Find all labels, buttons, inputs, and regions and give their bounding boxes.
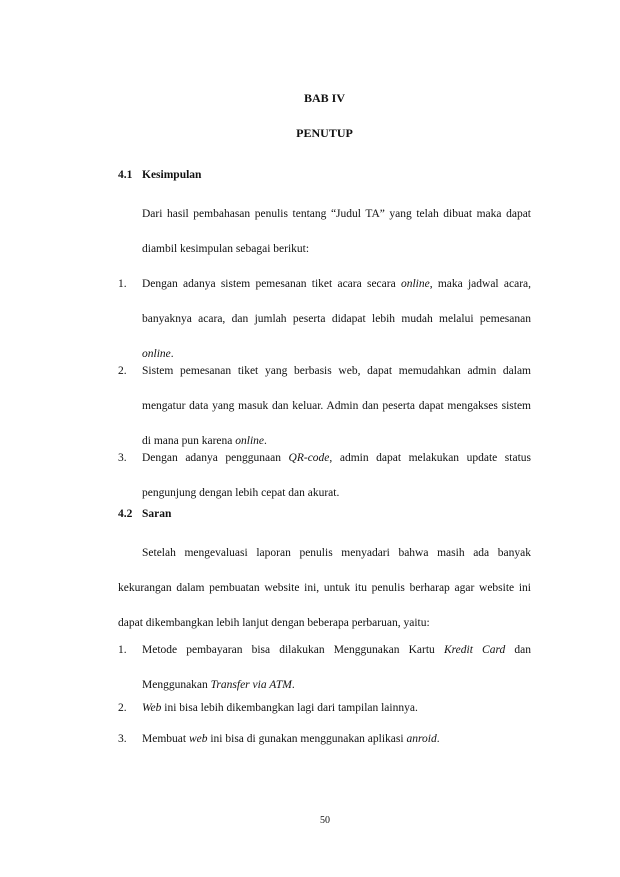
chapter-title: PENUTUP xyxy=(296,126,353,140)
list-text: Dengan adanya sistem pemesanan tiket acara secara online, maka jadwal acara, banyaknya acara, dan jumlah peserta didapat lebih mudah melalui pemesanan online. xyxy=(142,278,531,360)
list-number: 2. xyxy=(118,702,127,714)
list-number: 3. xyxy=(118,733,127,745)
list-text: Dengan adanya penggunaan QR-code, admin dapat melakukan update status pengunjung dengan lebih cepat dan akurat. xyxy=(142,452,532,499)
page-number: 50 xyxy=(320,815,330,826)
list-item xyxy=(118,441,531,511)
list-item xyxy=(118,722,531,757)
list-text: Sistem pemesanan tiket yang berbasis web, dapat memudahkan admin dalam mengatur data yang masuk dan keluar. Admin dan peserta dapat mengakses sistem di mana pun karena online. xyxy=(142,365,531,447)
list-item xyxy=(118,691,531,726)
list-text: Web ini bisa lebih dikembangkan lagi dari tampilan lainnya. xyxy=(142,702,418,714)
section-heading-kesimpulan xyxy=(118,169,201,181)
section-number: 4.1 xyxy=(118,169,133,181)
kesimpulan-intro: Dari hasil pembahasan penulis tentang “Judul TA” yang telah dibuat maka dapat diambil kesimpulan sebagai berikut: xyxy=(142,208,531,255)
list-text: Membuat web ini bisa di gunakan menggunakan aplikasi anroid. xyxy=(142,733,440,745)
section-title: Kesimpulan xyxy=(142,169,202,181)
section-title: Saran xyxy=(142,508,172,520)
section-heading-saran xyxy=(118,508,171,520)
list-number: 1. xyxy=(118,278,127,290)
list-text: Metode pembayaran bisa dilakukan Menggunakan Kartu Kredit Card dan Menggunakan Transfer via ATM. xyxy=(142,644,531,691)
chapter-number: BAB IV xyxy=(303,91,345,105)
list-number: 2. xyxy=(118,365,127,377)
section-number: 4.2 xyxy=(118,508,133,520)
list-number: 3. xyxy=(118,452,127,464)
list-number: 1. xyxy=(118,644,127,656)
saran-intro: Setelah mengevaluasi laporan penulis menyadari bahwa masih ada banyak kekurangan dalam pembuatan website ini, untuk itu penulis berharap agar website ini dapat dikembangkan lebih lanjut dengan beberapa perbaruan, yaitu: xyxy=(118,547,531,629)
